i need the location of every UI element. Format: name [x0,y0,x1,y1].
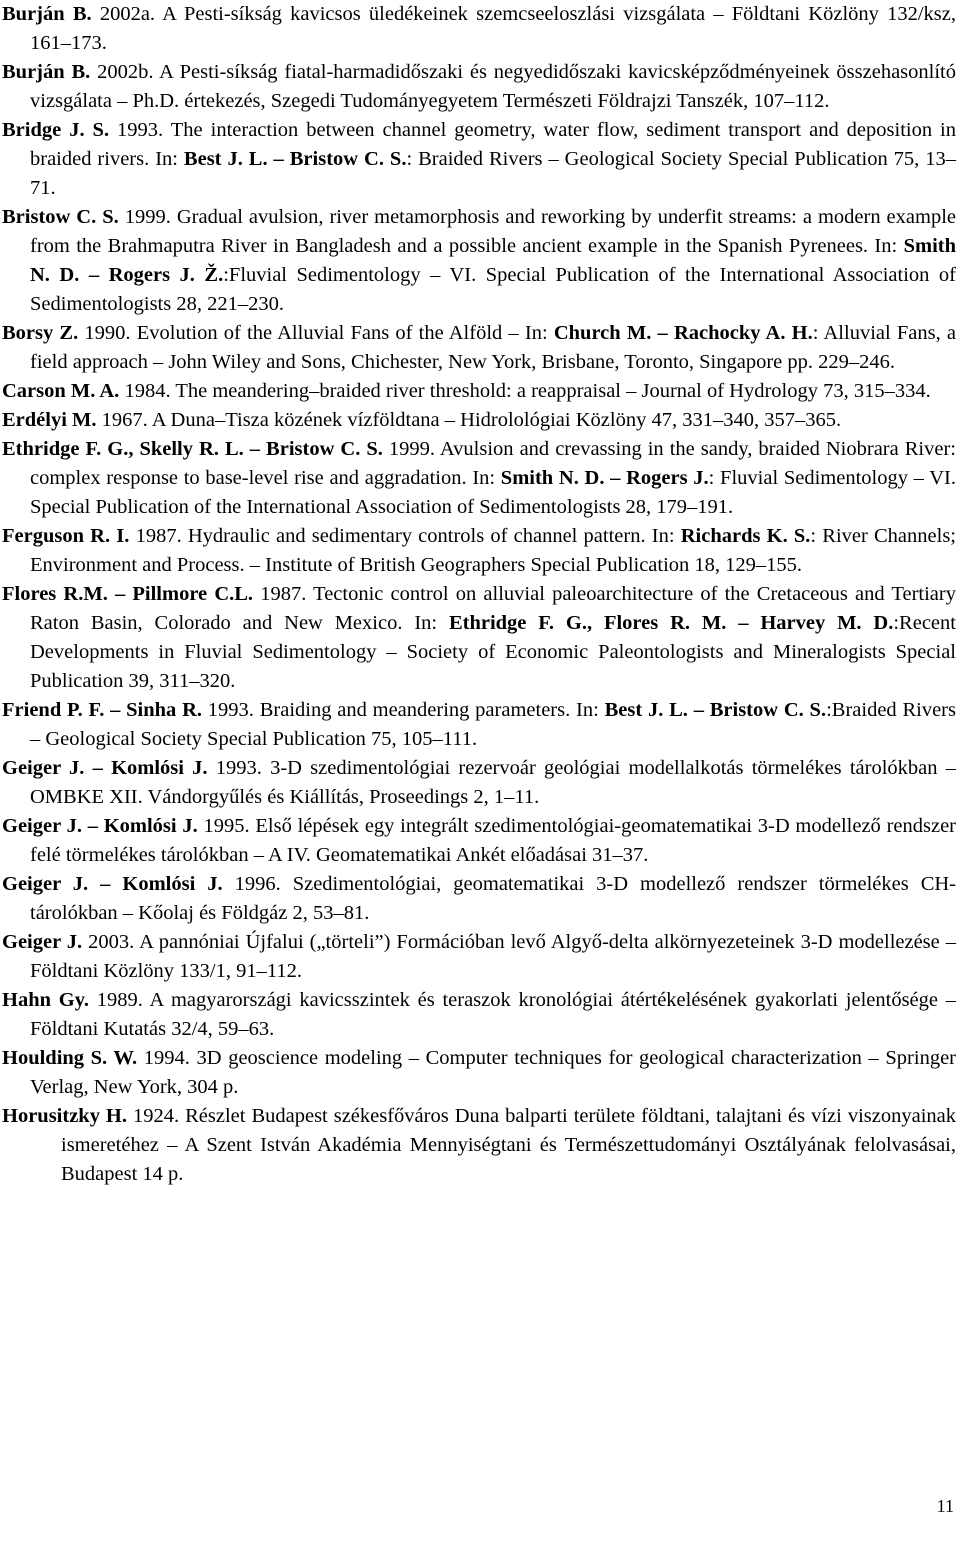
reference-entry [2,754,956,812]
reference-text: 2003. A pannóniai Újfalui („törteli”) Formációban levő Algyő-delta alkörnyezeteinek 3-D modellezése – Földtani Közlöny 133/1, 91–112. [30,931,956,982]
reference-author: Burján B. [2,3,92,25]
reference-entry [2,0,956,58]
reference-entry [2,406,956,435]
reference-entry [2,319,956,377]
reference-text: 1993. Braiding and meandering parameters. In: [202,699,605,721]
reference-text: 1993. 3-D szedimentológiai rezervoár geológiai modellalkotás törmelékes tárolókban – OMBKE XII. Vándorgyűlés és Kiállítás, Proseedings 2, 1–11. [30,757,956,808]
reference-entry [2,1044,956,1102]
reference-entry [2,870,956,928]
reference-text: 2002a. A Pesti-síkság kavicsos üledékeinek szemcseeloszlási vizsgálata – Földtani Közlöny 132/ksz, 161–173. [30,3,956,54]
reference-author: Borsy Z. [2,322,79,344]
reference-entry [2,203,956,319]
reference-author: Bridge J. S. [2,119,110,141]
reference-author: Houlding S. W. [2,1047,138,1069]
reference-entry [2,928,956,986]
reference-author: Ferguson R. I. [2,525,130,547]
reference-author: Ethridge F. G., Skelly R. L. – Bristow C. S. [2,438,383,460]
reference-text: 1994. 3D geoscience modeling – Computer techniques for geological characterization – Springer Verlag, New York, 304 p. [30,1047,956,1098]
reference-text: : Braided Rivers – Geological Society Special Publication 75, 13–71. [30,148,956,199]
reference-author: Bristow C. S. [2,206,119,228]
reference-entry [2,522,956,580]
reference-author: Ethridge F. G., Flores R. M. – Harvey M. D. [448,612,894,634]
reference-text: 1993. The interaction between channel geometry, water flow, sediment transport and deposition in braided rivers. In: [30,119,957,170]
reference-text: :Recent Developments in Fluvial Sedimentology – Society of Economic Paleontologists and Mineralogists Special Publication 39, 311–320. [30,612,956,692]
reference-text: 2002b. A Pesti-síkság fiatal-harmadidőszaki és negyedidőszaki kavicsképződményeinek összehasonlító vizsgálata – Ph.D. értekezés, Szegedi Tudományegyetem Természeti Földrajzi Tanszék, 107–112. [30,61,956,112]
reference-entry [2,812,956,870]
reference-text: 1999. Avulsion and crevassing in the sandy, braided Niobrara River: complex response to base-level rise and aggradation. In: [30,438,956,489]
reference-entry [2,986,956,1044]
reference-entry [2,58,956,116]
reference-text: :Fluvial Sedimentology – VI. Special Publication of the International Association of Sedimentologists 28, 221–230. [30,264,956,315]
reference-author: Carson M. A. [2,380,120,402]
reference-text: 1990. Evolution of the Alluvial Fans of the Alföld – In: [78,322,554,344]
reference-list [2,0,956,1189]
page-number: 11 [936,1496,954,1516]
reference-entry [2,580,956,696]
reference-text: : Alluvial Fans, a field approach – John Wiley and Sons, Chichester, New York, Brisbane, Toronto, Singapore pp. 229–246. [30,322,956,373]
reference-author: Richards K. S. [680,525,811,547]
reference-author: Erdélyi M. [2,409,97,431]
reference-author: Smith N. D. – Rogers J. Ž. [30,235,956,286]
reference-text: 1996. Szedimentológiai, geomatematikai 3-D modellező rendszer törmelékes CH-tárolókban – Kőolaj és Földgáz 2, 53–81. [30,873,956,924]
reference-text: 1984. The meandering–braided river threshold: a reappraisal – Journal of Hydrology 73, 315–334. [119,380,931,402]
reference-text: 1989. A magyarországi kavicsszintek és teraszok kronológiai átértékelésének gyakorlati jelentősége – Földtani Kutatás 32/4, 59–63. [30,989,957,1040]
reference-text: 1987. Tectonic control on alluvial paleoarchitecture of the Cretaceous and Tertiary Raton Basin, Colorado and New Mexico. In: [30,583,956,634]
reference-author: Geiger J. – Komlósi J. [2,815,198,837]
reference-author: Church M. – Rachocky A. H. [553,322,813,344]
reference-author: Burján B. [2,61,91,83]
reference-author: Hahn Gy. [2,989,89,1011]
reference-text: 1987. Hydraulic and sedimentary controls of channel pattern. In: [129,525,681,547]
reference-entry [2,696,956,754]
reference-text: 1967. A Duna–Tisza közének vízföldtana – Hidrolológiai Közlöny 47, 331–340, 357–365. [96,409,842,431]
reference-author: Friend P. F. – Sinha R. [2,699,203,721]
reference-text: : River Channels; Environment and Process. – Institute of British Geographers Special Publication 18, 129–155. [30,525,956,576]
reference-text: 1924. Részlet Budapest székesfőváros Duna balparti területe földtani, talajtani és vízi viszonyainak ismeretéhez – A Szent István Akadémia Mennyiségtani és Természettudományi Osztályának felolvasásai, Budapest 14 p. [61,1105,956,1185]
reference-text: : Fluvial Sedimentology – VI. Special Publication of the International Association of Sedimentologists 28, 179–191. [30,467,956,518]
reference-author: Best J. L. – Bristow C. S. [604,699,827,721]
reference-text: :Braided Rivers – Geological Society Special Publication 75, 105–111. [30,699,956,750]
reference-text: 1999. Gradual avulsion, river metamorphosis and reworking by underfit streams: a modern example from the Brahmaputra River in Bangladesh and a possible ancient example in the Spanish Pyrenees. In: [30,206,956,257]
reference-author: Geiger J. – Komlósi J. [2,873,223,895]
reference-author: Smith N. D. – Rogers J. [500,467,709,489]
reference-entry [2,1102,956,1189]
reference-entry [2,435,956,522]
reference-entry [2,116,956,203]
reference-author: Horusitzky H. [2,1105,128,1127]
reference-author: Geiger J. – Komlósi J. [2,757,208,779]
reference-author: Best J. L. – Bristow C. S. [183,148,407,170]
reference-entry [2,377,956,406]
reference-author: Flores R.M. – Pillmore C.L. [2,583,254,605]
reference-author: Geiger J. [2,931,83,953]
reference-text: 1995. Első lépések egy integrált szedimentológiai-geomatematikai 3-D modellező rendszer felé törmelékes tárolókban – A IV. Geomatematikai Ankét előadásai 31–37. [30,815,956,866]
